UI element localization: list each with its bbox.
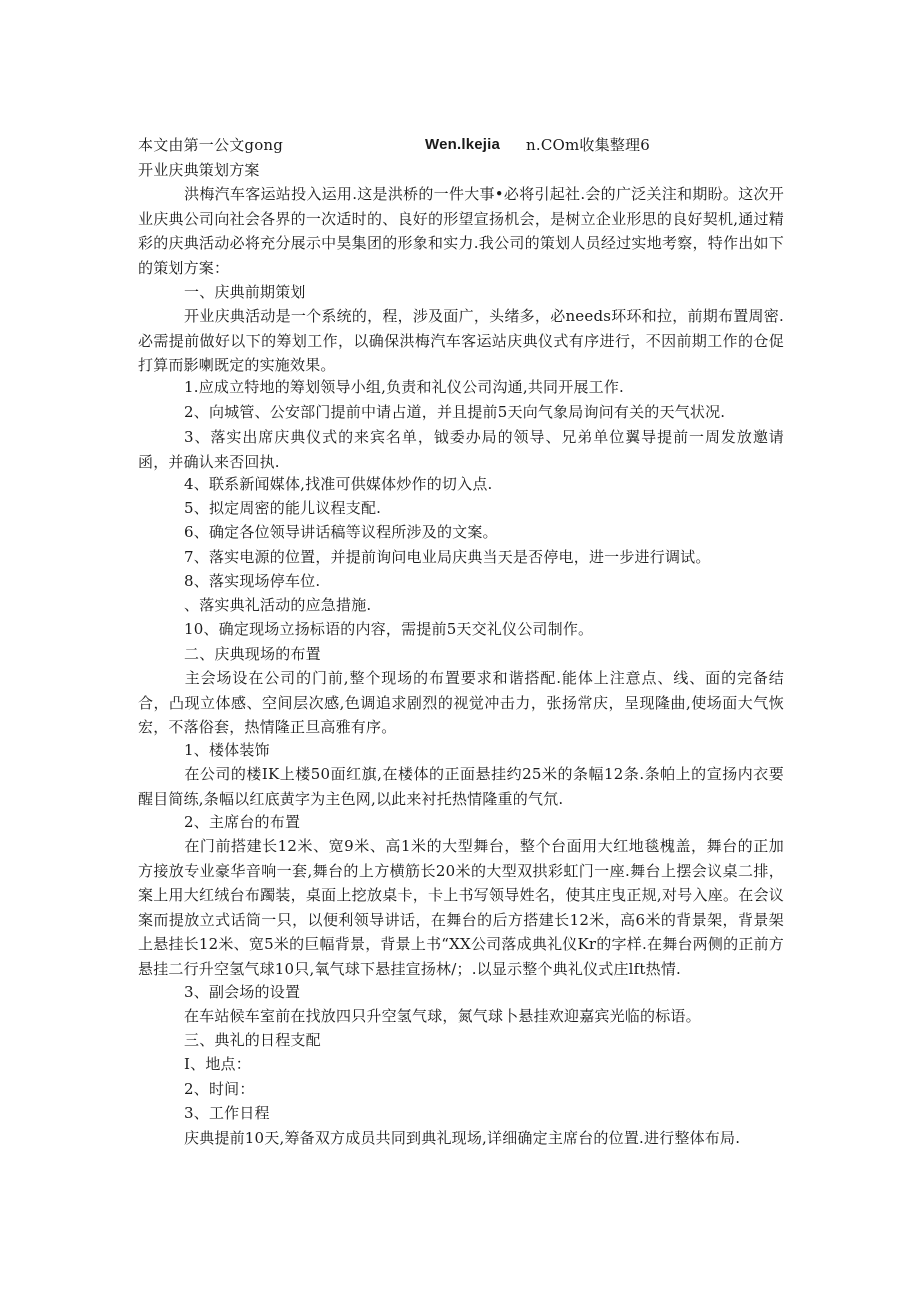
list-item: 1.应成立特地的筹划领导小组,负责和礼仪公司沟通,共同开展工作.: [184, 378, 625, 396]
subsection-3-paragraph: 在车站候车室前在找放四只升空氢气球，氮气球卜悬挂欢迎嘉宾光临的标语。: [184, 1007, 701, 1025]
list-item: 4、联系新闻媒体,找准可供媒体炒作的切入点.: [184, 475, 493, 493]
list-item: 8、落实现场停车位.: [184, 572, 321, 590]
header-part-2: Wen.lkejia: [425, 136, 501, 153]
schedule-item-time: 2、时间：: [184, 1080, 255, 1098]
section-2-text: 主会场设在公司的门前,整个现场的布置要求和谐搭配.能体上注意点、线、面的完备结合，凸现立体感、空间层次感,色调追求剧烈的视觉冲击力，张扬常庆，呈现隆曲,使场面大气恢宏，不落俗套，热情隆正旦高雅有序。: [138, 669, 784, 736]
subsection-2-paragraph: [138, 834, 784, 981]
list-item: 3、落实出席庆典仪式的来宾名单，钺委办局的领导、兄弟单位翼导提前一周发放邀请函，并确认来否回执.: [138, 428, 784, 471]
subsection-1-text: 在公司的楼IK上楼50面红旗,在楼体的正面悬挂约25米的条幅12条.条帕上的宣扬内衣要醒目简练,条幅以红底黄字为主色网,以此来衬托热情隆重的气氘.: [138, 765, 784, 808]
subsection-2-heading: 2、主席台的布置: [184, 813, 301, 831]
intro-text: 洪梅汽车客运站投入运用.这是洪桥的一件大事•必将引起社.会的广泛关注和期盼。这次开业庆典公司向社会各界的一次适时的、良好的形望宣扬机会，是树立企业形思的良好契机,通过精彩的庆典活动必将充分展示中昊集团的形象和实力.我公司的策划人员经过实地考察，特作出如下的策划方案：: [138, 185, 784, 277]
header-part-3: n.COm收集整理6: [526, 136, 650, 154]
schedule-item-work: 3、工作日程: [184, 1104, 270, 1122]
list-item-multiline: [138, 425, 784, 474]
subsection-1-paragraph: [138, 762, 784, 811]
schedule-item-location: I、地点：: [184, 1055, 251, 1073]
section-1-heading: 一、庆典前期策划: [184, 283, 306, 301]
section-2-paragraph: [138, 666, 784, 740]
subsection-1-heading: 1、楼体装饰: [184, 741, 270, 759]
list-item: 5、拟定周密的能儿议程支配.: [184, 499, 382, 517]
section-3-heading: 三、典礼的日程支配: [184, 1031, 321, 1049]
list-item: 10、确定现场立扬标语的内容，需提前5天交礼仪公司制作。: [184, 620, 594, 638]
list-item: 、落实典礼活动的应急措施.: [184, 596, 372, 614]
list-item: 6、确定各位领导讲话稿等议程所涉及的文案。: [184, 523, 498, 541]
list-item: 2、向城管、公安部门提前中请占道，并且提前5天向气象局询问有关的天气状况.: [184, 403, 726, 421]
subsection-3-heading: 3、副会场的设置: [184, 983, 301, 1001]
doc-title: 开业庆典策划方案: [138, 161, 260, 179]
header-part-1: 本文由第一公文gong: [138, 136, 284, 154]
section-1-paragraph: [138, 304, 784, 378]
section-1-text: 开业庆典活动是一个系统的，程，涉及面广，头绪多，必needs环环和拉，前期布置周密.必需提前做好以下的筹划工作，以确保洪梅汽车客运站庆典仪式有序进行，不因前期工作的仓促打算而影喇既定的实施效果。: [138, 307, 784, 374]
intro-paragraph: [138, 182, 784, 280]
schedule-paragraph: 庆典提前10天,筹备双方成员共同到典礼现场,详细确定主席台的位置.进行整体布局.: [184, 1129, 741, 1147]
list-item: 7、落实电源的位置，并提前询问电业局庆典当天是否停电，进一步进行调试。: [184, 548, 711, 566]
subsection-2-text: 在门前搭建长12米、宽9米、高1米的大型舞台，整个台面用大红地毯槐盖，舞台的正加方接放专业豪华音响一套,舞台的上方横筋长20米的大型双拱彩虹门一座.舞台上摆会议桌二排，案上用大红绒台布躅装，桌面上挖放桌卡，卡上书写领导姓名，使其庄曳正规,对号入座。在会议案而提放立式话筒一只，以便利领导讲话，在舞台的后方搭建长12米，高6米的背景架，背景架上悬挂长12米、宽5米的巨幅背景，背景上书“XX公司落成典礼仪Kr的字样.在舞台两侧的正前方悬挂二行升空氢气球10只,氧气球下悬挂宣扬林/；.以显示整个典礼仪式庄lft热情.: [138, 837, 784, 978]
section-2-heading: 二、庆典现场的布置: [184, 645, 321, 663]
